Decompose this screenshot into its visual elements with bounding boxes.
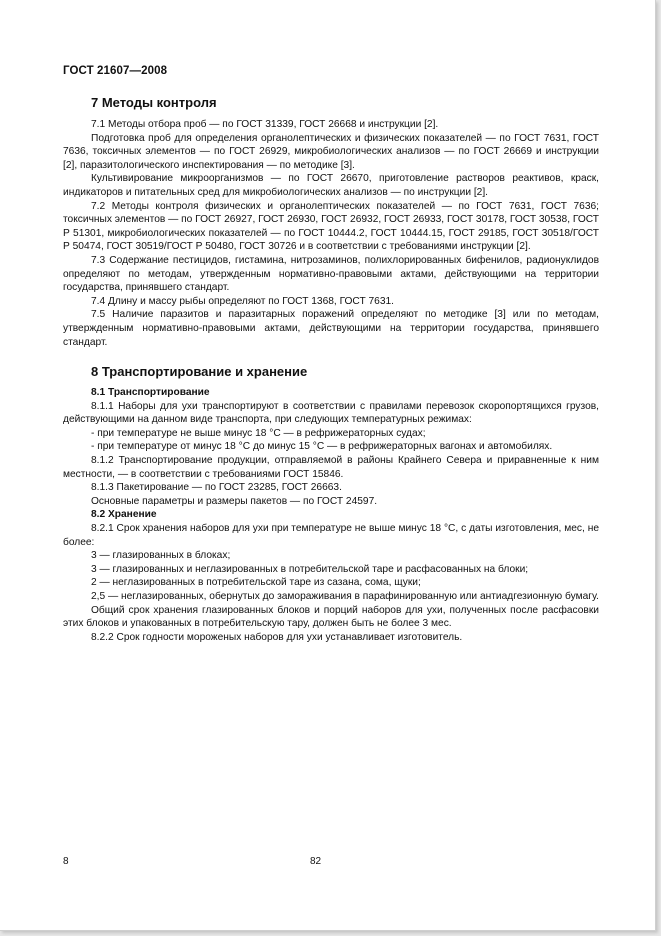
document-body (63, 90, 599, 644)
list-item-wagons: - при температуре от минус 18 °С до минус 15 °С — в рефрижераторных вагонах и автомобилях. (91, 441, 553, 453)
section-8-heading: 8 Транспортирование и хранение (91, 364, 308, 380)
sheet-number: 82 (310, 856, 322, 867)
subsection-8-2-heading: 8.2 Хранение (91, 509, 157, 521)
paragraph-7-1: 7.1 Методы отбора проб — по ГОСТ 31339, ГОСТ 26668 и инструкции [2]. (91, 119, 439, 130)
paragraph-7-5: 7.5 Наличие паразитов и паразитарных поражений определяют по методике [3] или по методам, утвержденным нормативно-правовыми актами, действующими на территории государства, принявшего стандарт. (63, 309, 599, 348)
paragraph-8-1-3: 8.1.3 Пакетирование — по ГОСТ 23285, ГОСТ 26663. (91, 482, 342, 494)
paragraph-8-2-2: 8.2.2 Срок годности мороженых наборов для ухи устанавливает изготовитель. (91, 631, 463, 643)
paragraph-pallet-params: Основные параметры и размеры пакетов — по ГОСТ 24597. (91, 495, 378, 507)
subsection-8-1-heading: 8.1 Транспортирование (91, 387, 210, 399)
page-number: 8 (63, 856, 69, 867)
paragraph-7-3: 7.3 Содержание пестицидов, гистамина, нитрозаминов, полихлорированных бифенилов, радионуклидов определяют по методам, утвержденным нормативно-правовыми актами, действующими на территории государства, принявшего стандарт. (63, 254, 599, 294)
document-code-header: ГОСТ 21607—2008 (63, 65, 168, 77)
paragraph-total-storage: Общий срок хранения глазированных блоков и порций наборов для ухи, полученных после расфасовки этих блоков и упакованных в потребительскую тару, должен быть не более 3 мес. (63, 604, 599, 630)
list-item-unglazed: 2 — неглазированных в потребительской таре из сазана, сома, щуки; (91, 577, 421, 589)
paragraph-7-2: 7.2 Методы контроля физических и органолептических показателей — по ГОСТ 7631, ГОСТ 7636; токсичных элементов — по ГОСТ 26927, ГОСТ 26930, ГОСТ 26932, ГОСТ 26933, ГОСТ 30178, ГОСТ 30538, ГОСТ Р 51301, микробиологических показателей — по ГОСТ 10444.2, ГОСТ 10444.15, ГОСТ 29185, ГОСТ 30518/ГОСТ Р 50474, ГОСТ 30519/ГОСТ Р 50480, ГОСТ 30726 и в соответствии с требованиями инструкции [2]. (63, 200, 599, 253)
list-item-glazed-blocks: 3 — глазированных в блоках; (91, 550, 231, 562)
paragraph-8-1-1: 8.1.1 Наборы для ухи транспортируют в соответствии с правилами перевозок скоропортящихся грузов, действующими на данном виде транспорта, при следующих температурных режимах: (63, 400, 599, 426)
section-7-heading: 7 Методы контроля (91, 95, 217, 110)
paragraph-cultivation: Культивирование микроорганизмов — по ГОСТ 26670, приготовление растворов реактивов, краск, индикаторов и питательных сред для микробиологических анализов — по инструкции [2]. (63, 173, 599, 198)
list-item-ships: - при температуре не выше минус 18 °С — в рефрижераторных судах; (91, 427, 426, 439)
paragraph-8-2-1: 8.2.1 Срок хранения наборов для ухи при температуре не выше минус 18 °С, с даты изготовления, мес, не более: (63, 523, 599, 548)
paragraph-7-4: 7.4 Длину и массу рыбы определяют по ГОСТ 1368, ГОСТ 7631. (91, 295, 395, 307)
list-item-consumer-pack: 3 — глазированных и неглазированных в потребительской таре и расфасованных на блоки; (91, 563, 529, 575)
list-item-paraffin-paper: 2,5 — неглазированных, обернутых до замораживания в парафинированную или антиадгезионную бумагу. (91, 591, 599, 602)
paragraph-sample-prep: Подготовка проб для определения органолептических и физических показателей — по ГОСТ 7631, ГОСТ 7636, токсичных элементов — по ГОСТ 26929, микробиологических анализов — по ГОСТ 26669 и инструкции [2], паразитологического инспектирования — по методике [3]. (63, 132, 599, 171)
paragraph-8-1-2: 8.1.2 Транспортирование продукции, отправляемой в районы Крайнего Севера и приравненные к ним местности, — в соответствии с требованиями ГОСТ 15846. (63, 455, 599, 480)
